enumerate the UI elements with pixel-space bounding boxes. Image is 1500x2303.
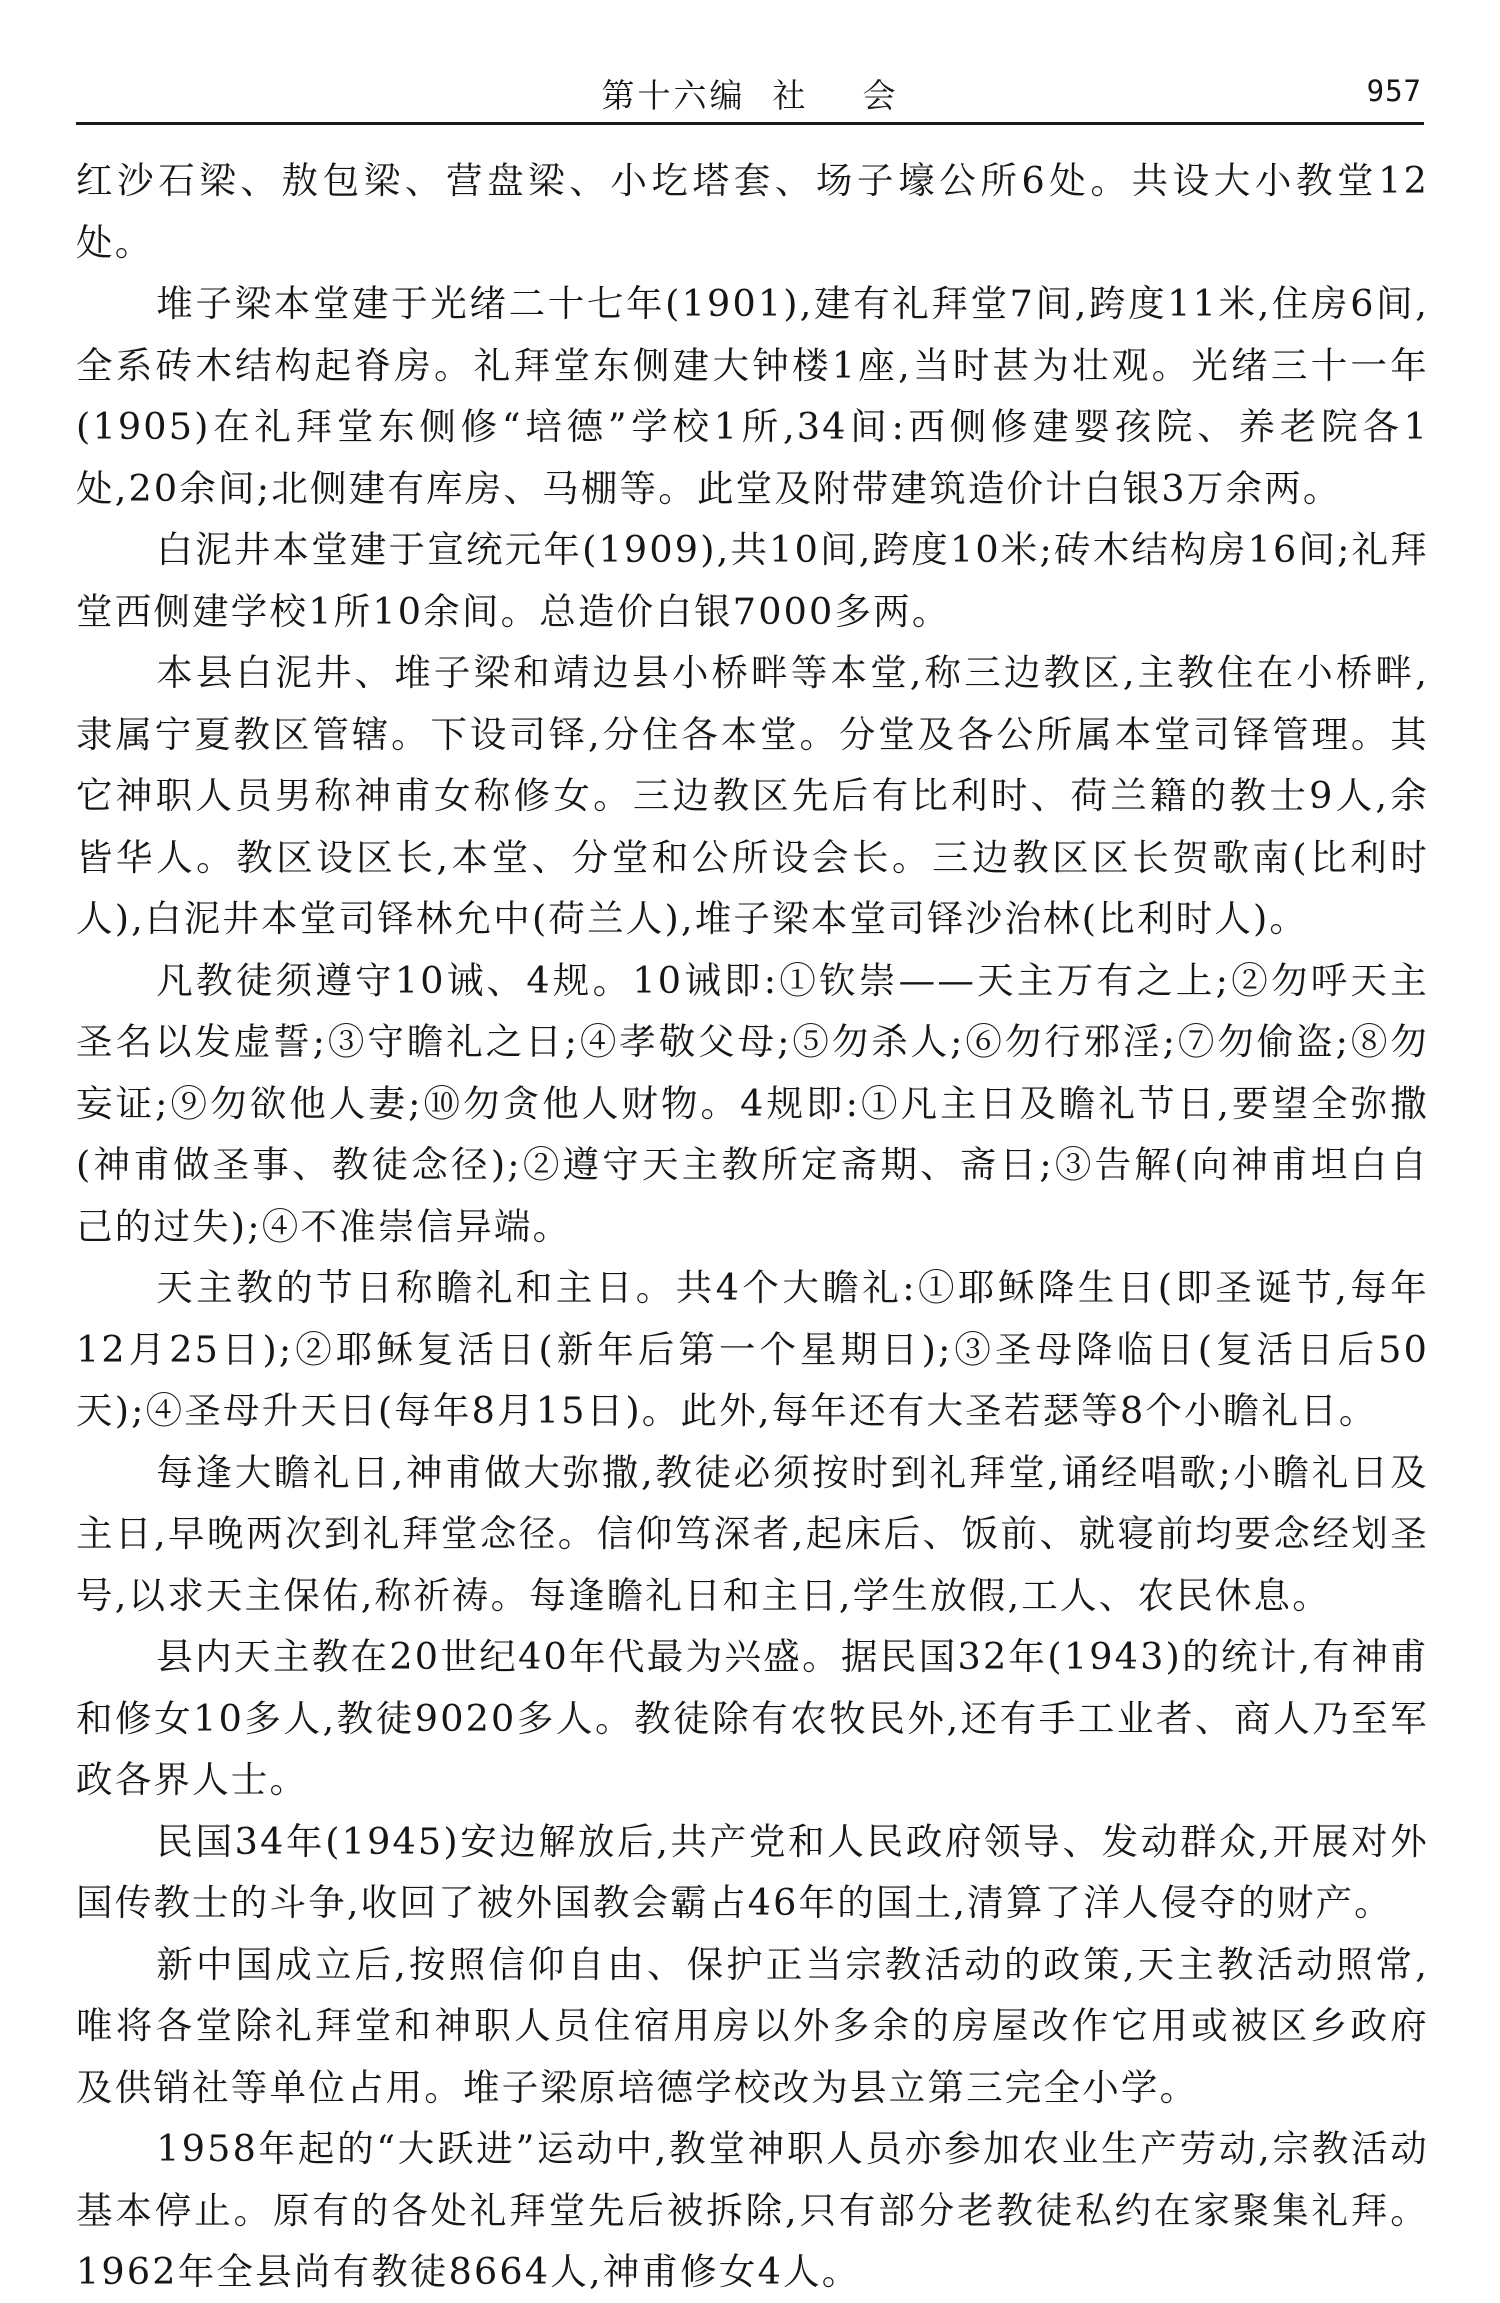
paragraph-1: 红沙石梁、敖包梁、营盘梁、小圪塔套、场子壕公所6处。共设大小教堂12处。 (76, 159, 1429, 264)
paragraph-11: 1958年起的“大跃进”运动中,教堂神职人员亦参加农业生产劳动,宗教活动基本停止。原有的各处礼拜堂先后被拆除,只有部分老教徒私约在家聚集礼拜。1962年全县尚有教徒8664人,神甫修女4人。 (76, 2127, 1429, 2293)
body-text (76, 150, 1429, 2303)
paragraph-3: 白泥井本堂建于宣统元年(1909),共10间,跨度10米;砖木结构房16间;礼拜堂西侧建学校1所10余间。总造价白银7000多两。 (76, 528, 1429, 633)
paragraph-5: 凡教徒须遵守10诫、4规。10诫即:①钦崇——天主万有之上;②勿呼天主圣名以发虚誓;③守瞻礼之日;④孝敬父母;⑤勿杀人;⑥勿行邪淫;⑦勿偷盗;⑧勿妄证;⑨勿欲他人妻;⑩勿贪他人财物。4规即:①凡主日及瞻礼节日,要望全弥撒(神甫做圣事、教徒念径);②遵守天主教所定斋期、斋日;③告解(向神甫坦白自己的过失);④不准崇信异端。 (76, 958, 1429, 1248)
running-header (76, 62, 1424, 125)
paragraph-7: 每逢大瞻礼日,神甫做大弥撒,教徒必须按时到礼拜堂,诵经唱歌;小瞻礼日及主日,早晚两次到礼拜堂念径。信仰笃深者,起床后、饭前、就寝前均要念经划圣号,以求天主保佑,称祈祷。每逢瞻礼日和主日,学生放假,工人、农民休息。 (76, 1450, 1429, 1617)
page-number: 957 (1366, 74, 1422, 108)
paragraph-9: 民国34年(1945)安边解放后,共产党和人民政府领导、发动群众,开展对外国传教士的斗争,收回了被外国教会霸占46年的国土,清算了洋人侵夺的财产。 (76, 1819, 1429, 1924)
paragraph-2: 堆子梁本堂建于光绪二十七年(1901),建有礼拜堂7间,跨度11米,住房6间,全系砖木结构起脊房。礼拜堂东侧建大钟楼1座,当时甚为壮观。光绪三十一年(1905)在礼拜堂东侧修“培德”学校1所,34间:西侧修建婴孩院、养老院各1处,20余间;北侧建有库房、马棚等。此堂及附带建筑造价计白银3万余两。 (76, 282, 1429, 510)
paragraph-6: 天主教的节日称瞻礼和主日。共4个大瞻礼:①耶稣降生日(即圣诞节,每年12月25日);②耶稣复活日(新年后第一个星期日);③圣母降临日(复活日后50天);④圣母升天日(每年8月15日)。此外,每年还有大圣若瑟等8个小瞻礼日。 (76, 1266, 1429, 1432)
chapter-title: 第十六编 社 会 (601, 76, 899, 115)
paragraph-4: 本县白泥井、堆子梁和靖边县小桥畔等本堂,称三边教区,主教住在小桥畔,隶属宁夏教区管辖。下设司铎,分住各本堂。分堂及各公所属本堂司铎管理。其它神职人员男称神甫女称修女。三边教区先后有比利时、荷兰籍的教士9人,余皆华人。教区设区长,本堂、分堂和公所设会长。三边教区区长贺歌南(比利时人),白泥井本堂司铎林允中(荷兰人),堆子梁本堂司铎沙治林(比利时人)。 (76, 651, 1429, 940)
paragraph-8: 县内天主教在20世纪40年代最为兴盛。据民国32年(1943)的统计,有神甫和修女10多人,教徒9020多人。教徒除有农牧民外,还有手工业者、商人乃至军政各界人士。 (76, 1635, 1429, 1801)
paragraph-10: 新中国成立后,按照信仰自由、保护正当宗教活动的政策,天主教活动照常,唯将各堂除礼拜堂和神职人员住宿用房以外多余的房屋改作它用或被区乡政府及供销社等单位占用。堆子梁原培德学校改为县立第三完全小学。 (76, 1942, 1429, 2109)
